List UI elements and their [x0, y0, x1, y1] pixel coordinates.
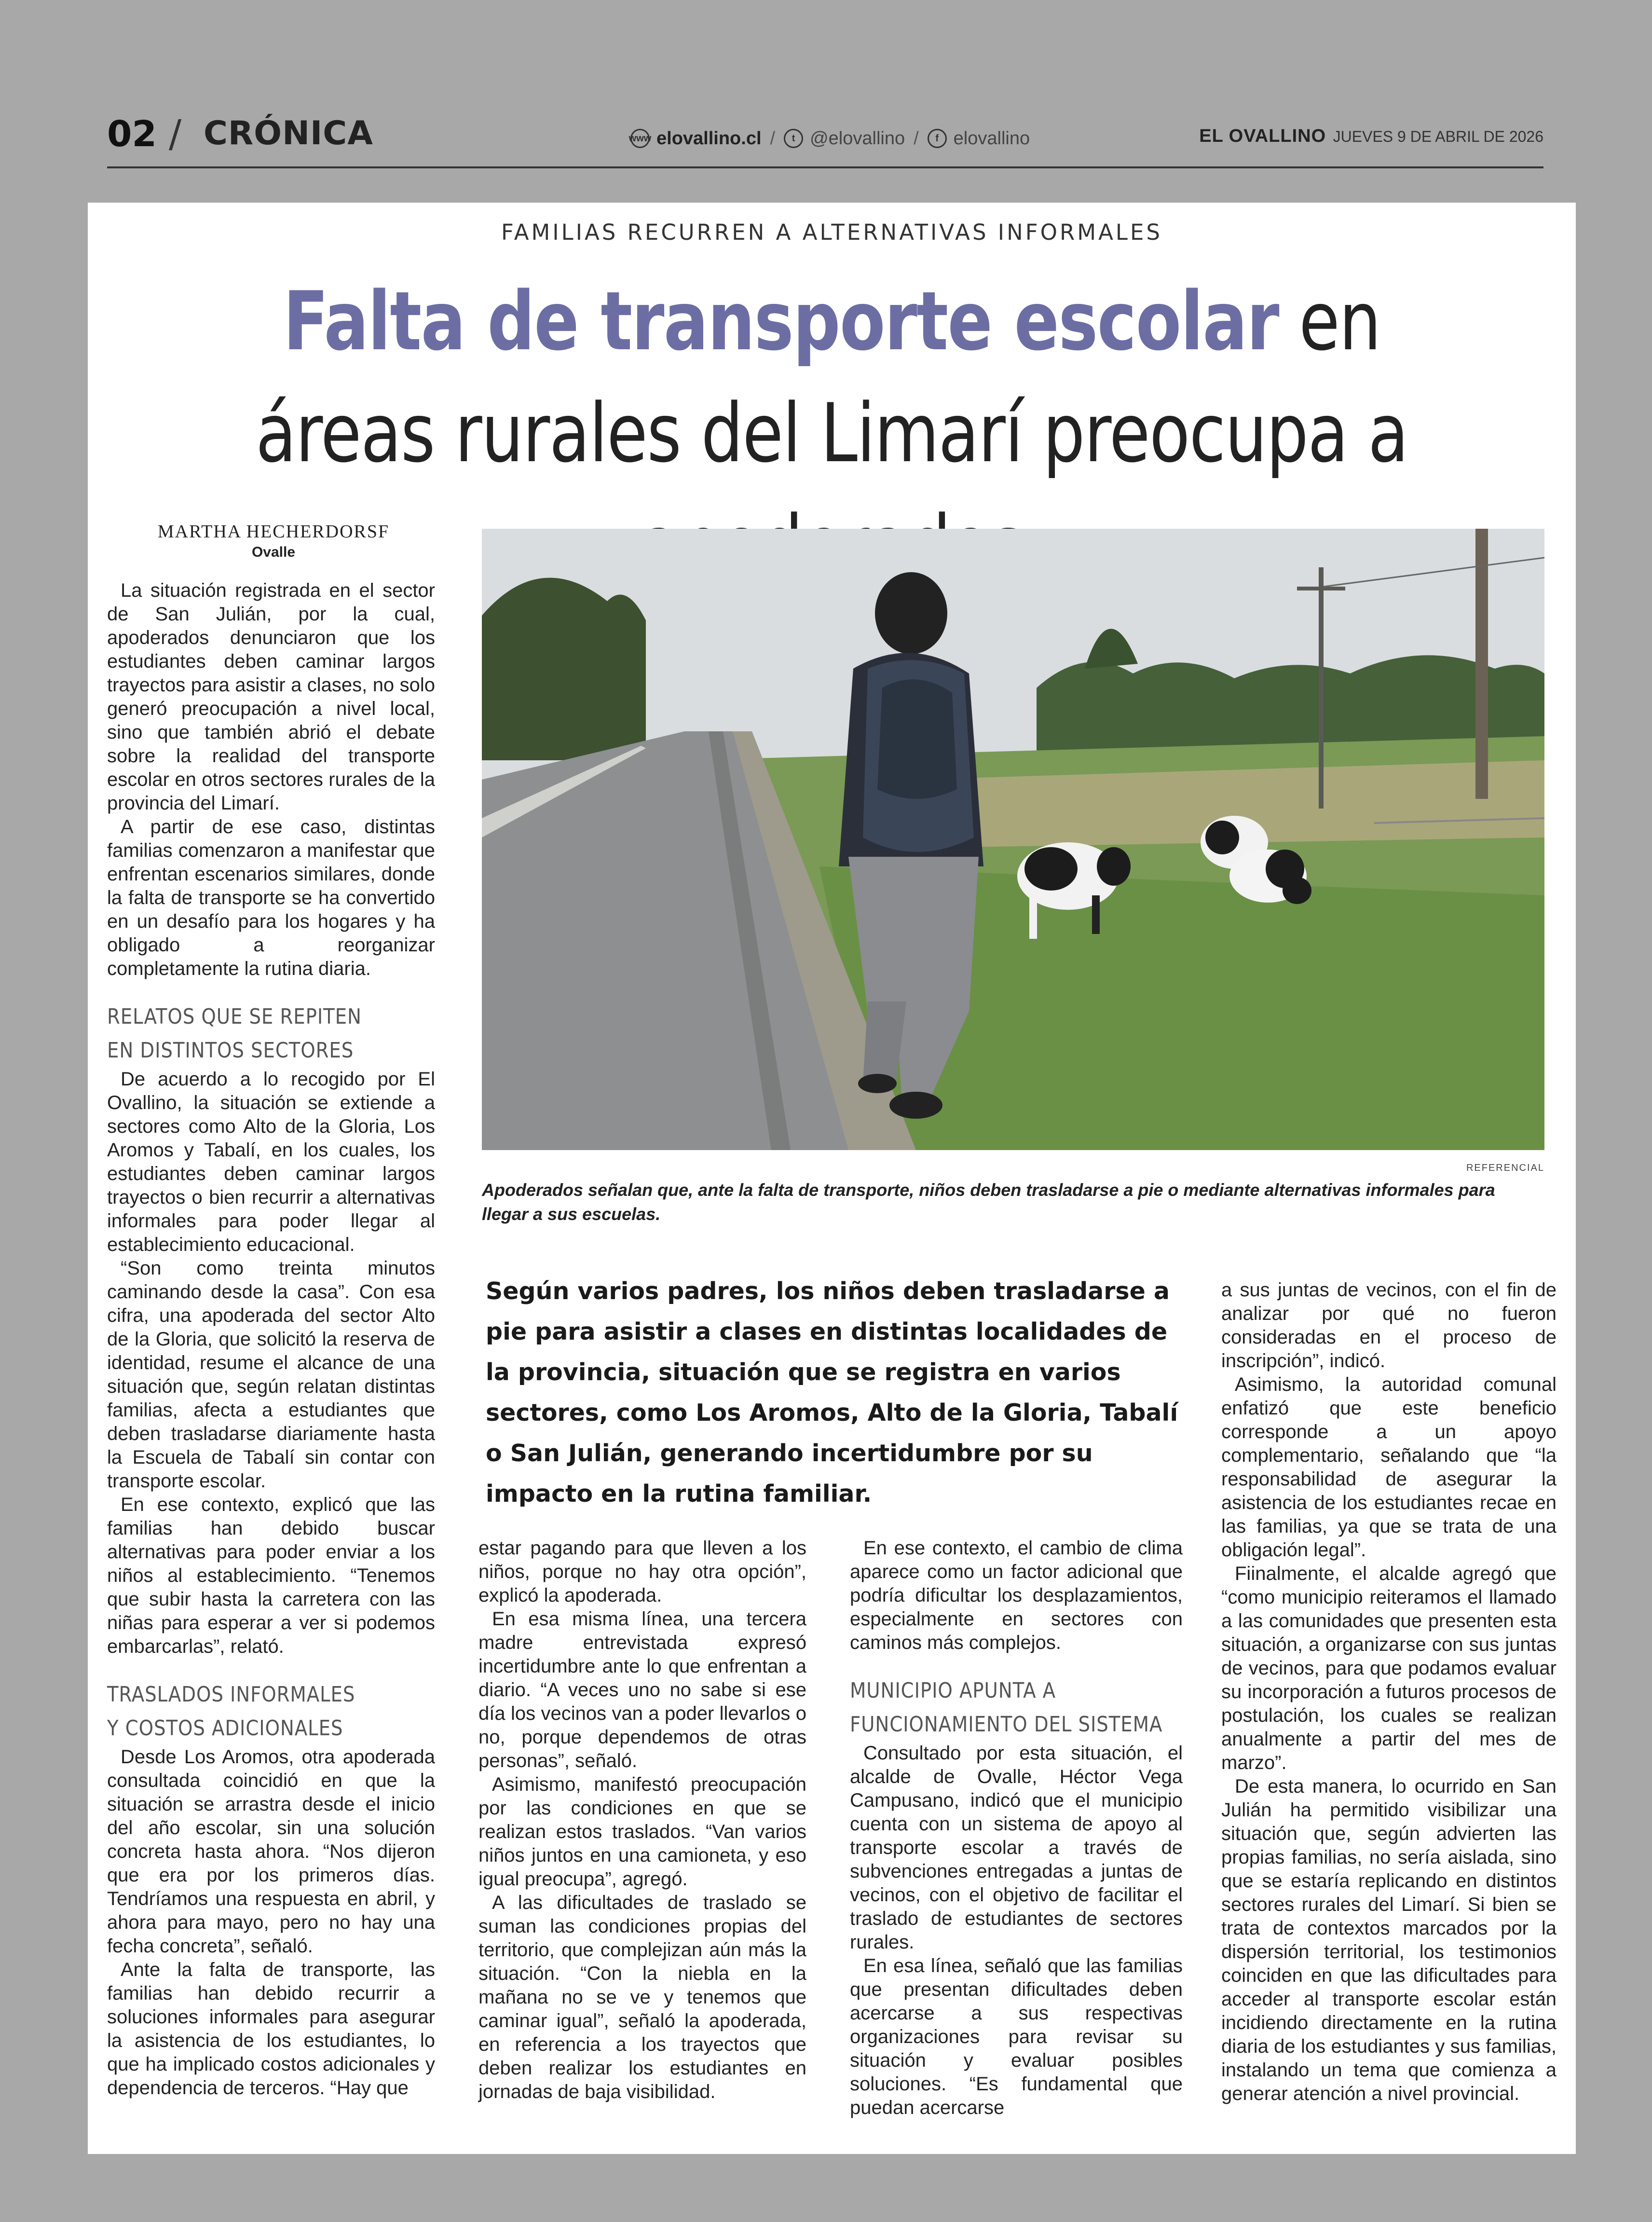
subheading-line: FUNCIONAMIENTO DEL SISTEMA	[850, 1712, 1163, 1737]
issue-date: JUEVES 9 DE ABRIL DE 2026	[1333, 128, 1543, 145]
section-name: CRÓNICA	[204, 114, 373, 152]
paragraph: Fiinalmente, el alcalde agregó que “como municipio reiteramos el llamado a las comunidades que presenten esta situación, a organizarse con sus juntas de vecinos, para que podamos evaluar su incorporación a futuros procesos de postulación, los cuales se realizan anualmente a partir del mes de marzo”.	[1221, 1563, 1556, 1773]
section-number: 02	[107, 113, 157, 155]
paragraph: A partir de ese caso, distintas familias comenzaron a manifestar que enfrentan escenarios similares, donde la falta de transporte se ha convertido en un desafío para los hogares y ha obligado a reorganizar completamente la rutina diaria.	[107, 816, 435, 979]
photo-caption: Apoderados señalan que, ante la falta de transporte, niños deben trasladarse a pie o mediante alternativas informales para llegar a sus escuelas.	[482, 1180, 1495, 1224]
paragraph: estar pagando para que lleven a los niños, porque no hay otra opción”, explicó la apoderada.	[478, 1537, 806, 1606]
paragraph: Consultado por esta situación, el alcalde de Ovalle, Héctor Vega Campusano, indicó que el municipio cuenta con un sistema de apoyo al transporte escolar a través de subvenciones entregadas a juntas de vecinos, con el objetivo de facilitar el traslado de estudiantes de sectores rurales.	[850, 1742, 1183, 1953]
article-column-3	[850, 1536, 1183, 2120]
paragraph: Ante la falta de transporte, las familias han debido recurrir a soluciones informales para asegurar la asistencia de los estudiantes, lo que ha implicado costos adicionales y dependencia de terceros. “Hay que	[107, 1959, 435, 2099]
paragraph: Desde Los Aromos, otra apoderada consultada coincidió en que la situación se arrastra desde el inicio del año escolar, sin una solución concreta hasta ahora. “Nos dijeron que era por los primeros días. Tendríamos una respuesta en abril, y ahora para mayo, pero no hay una fecha concreta”, señaló.	[107, 1746, 435, 1957]
paragraph: De acuerdo a lo recogido por El Ovallino, la situación se extiende a sectores como Alto de la Gloria, Los Aromos y Tabalí, en los cuales, los estudiantes deben caminar largos trayectos o bien recurrir a alternativas informales para poder llegar al establecimiento educacional.	[107, 1069, 435, 1255]
social-links	[630, 124, 1030, 153]
paragraph: En esa línea, señaló que las familias que presentan dificultades deben acercarse a sus respectivas organizaciones para revisar su situación y evaluar posibles soluciones. “Es fundamental que puedan acercarse	[850, 1955, 1183, 2118]
article-page	[88, 203, 1576, 2154]
facebook-handle[interactable]: elovallino	[953, 128, 1030, 149]
paragraph: En ese contexto, el cambio de clima aparece como un factor adicional que podría dificultar los desplazamientos, especialmente en sectores con caminos más complejos.	[850, 1537, 1183, 1653]
divider: /	[914, 128, 919, 149]
paragraph: a sus juntas de vecinos, con el fin de analizar por qué no fueron consideradas en el proceso de inscripción”, indicó.	[1221, 1279, 1556, 1372]
subheading-line: Y COSTOS ADICIONALES	[107, 1716, 343, 1741]
paragraph: “Son como treinta minutos caminando desde la casa”. Con esa cifra, una apoderada del sector Alto de la Gloria, que solicitó la reserva de identidad, resume el alcance de una situación que, según relatan distintas familias, afecta a estudiantes que deben trasladarse diariamente hasta la Escuela de Tabalí sin contar con transporte escolar.	[107, 1258, 435, 1492]
twitter-icon: t	[784, 129, 803, 148]
twitter-handle[interactable]: @elovallino	[810, 128, 905, 149]
facebook-icon: f	[928, 129, 947, 148]
article-kicker: FAMILIAS RECURREN A ALTERNATIVAS INFORMALES	[501, 219, 1162, 245]
subheading-line: RELATOS QUE SE REPITEN	[107, 1004, 362, 1029]
author-name: MARTHA HECHERDORSF	[157, 521, 390, 542]
article-lead: Según varios padres, los niños deben trasladarse a pie para asistir a clases en distintas localidades de la provincia, situación que se registra en varios sectores, como Los Aromos, Alto de la Gloria, Tabalí o San Julián, generando incertidumbre por su impacto en la rutina familiar.	[486, 1277, 1178, 1508]
subheading	[107, 1678, 396, 1745]
paragraph: Asimismo, la autoridad comunal enfatizó que este beneficio corresponde a un apoyo complementario, señalando que “la responsabilidad de asegurar la asistencia de los estudiantes recae en las familias, ya que se trata de una obligación legal”.	[1221, 1374, 1556, 1561]
dateline-location: Ovalle	[251, 544, 296, 560]
paragraph: De esta manera, lo ocurrido en San Julián ha permitido visibilizar una situación que, según advierten las propias familias, no sería aislada, sino que se estaría replicando en distintos sectores rurales del Limarí. Si bien se trata de contextos marcados por la dispersión territorial, los testimonios coinciden en que las dificultades para acceder al transporte escolar están incidiendo directamente en la rutina diaria de los estudiantes y sus familias, instalando un tema que comienza a generar atención a nivel provincial.	[1221, 1776, 1556, 2104]
article-column-2	[478, 1536, 806, 2104]
subheading-line: MUNICIPIO APUNTA A	[850, 1678, 1056, 1703]
photo-credit: REFERENCIAL	[1466, 1163, 1544, 1173]
headline-rest: en áreas rurales del Limarí preocupa a	[256, 274, 1408, 480]
newspaper-info	[1199, 126, 1543, 147]
divider: /	[770, 128, 776, 149]
article-column-4	[1221, 1278, 1556, 2106]
newspaper-name: EL OVALLINO	[1199, 126, 1326, 146]
paragraph: Asimismo, manifestó preocupación por las condiciones en que se realizan estos traslados. “Van varios niños juntos en una camioneta, y eso igual preocupa”, agregó.	[478, 1774, 806, 1890]
subheading-line: TRASLADOS INFORMALES	[107, 1682, 355, 1707]
web-icon: www	[630, 129, 650, 148]
article-column-1	[107, 579, 435, 2100]
paragraph: La situación registrada en el sector de San Julián, por la cual, apoderados denunciaron que los estudiantes deben caminar largos trayectos para asistir a clases, no solo generó preocupación a nivel local, sino que también abrió el debate sobre la realidad del transporte escolar en otros sectores rurales de la provincia del Limarí.	[107, 580, 435, 814]
byline	[107, 521, 440, 561]
paragraph: A las dificultades de traslado se suman las condiciones propias del territorio, que complejizan aún más la situación. “Con la niebla en la mañana no se ve y tenemos que caminar igual”, señaló la apoderada, en referencia a los trayectos que deben realizar los estudiantes en jornadas de baja visibilidad.	[478, 1892, 806, 2102]
subheading	[107, 1000, 396, 1068]
subheading-line: EN DISTINTOS SECTORES	[107, 1038, 354, 1063]
article-photo	[482, 529, 1544, 1150]
paragraph: En ese contexto, explicó que las familias han debido buscar alternativas para poder enviar a los niños al establecimiento. “Tenemos que subir hasta la carretera con las niñas para esperar a ver si podemos embarcarlas”, relató.	[107, 1494, 435, 1657]
section-divider: /	[169, 112, 182, 156]
page-header	[107, 109, 1543, 168]
headline-highlight: Falta de transporte escolar	[283, 274, 1279, 369]
photo-illustration	[482, 529, 1544, 1150]
paragraph: En esa misma línea, una tercera madre entrevistada expresó incertidumbre ante lo que enfrentan a diario. “A veces uno no sabe si ese día los vecinos van a poder llevarlos o no, porque dependemos de otras personas”, señaló.	[478, 1608, 806, 1771]
subheading	[850, 1674, 1163, 1742]
website-link[interactable]: elovallino.cl	[656, 128, 762, 149]
